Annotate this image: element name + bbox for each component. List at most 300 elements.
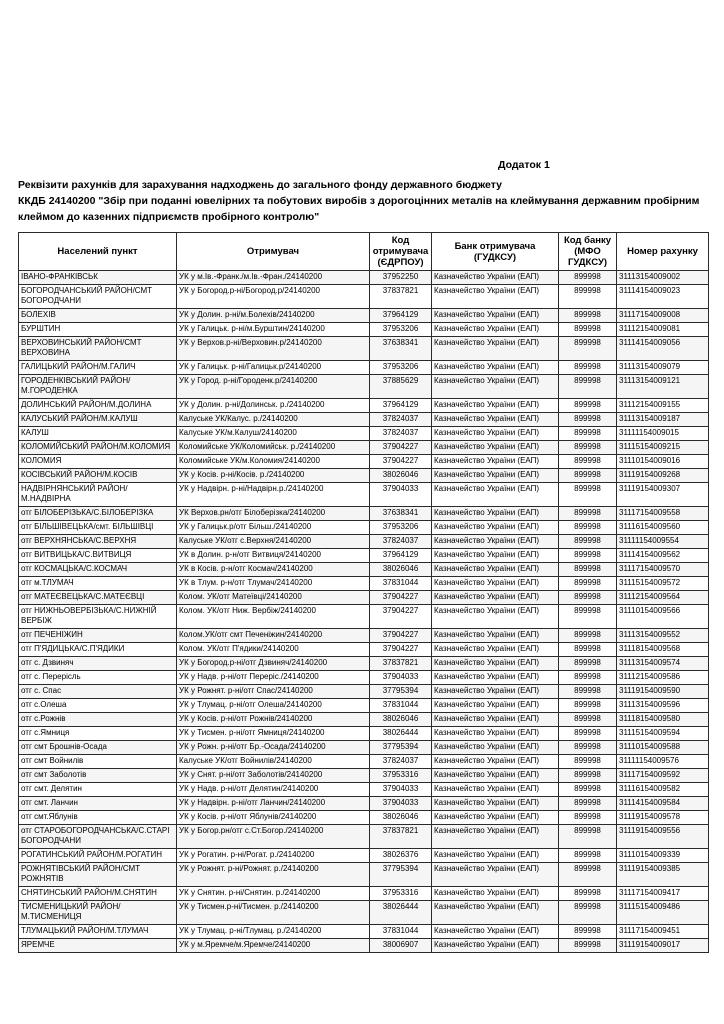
settlement-cell: НАДВІРНЯНСЬКИЙ РАЙОН/М.НАДВІРНА <box>19 483 177 507</box>
table-row <box>19 863 709 887</box>
recipient-cell: УК у Снят. р-ні/отг Заболотів/24140200 <box>177 769 370 783</box>
bank-cell: Казначейство України (ЕАП) <box>432 285 559 309</box>
edrpou-cell: 37824037 <box>370 413 432 427</box>
bank-cell: Казначейство України (ЕАП) <box>432 591 559 605</box>
account-cell: 31113154009002 <box>617 271 709 285</box>
recipient-cell: Колом. УК/отг Ниж. Вербіж/24140200 <box>177 605 370 629</box>
table-row <box>19 563 709 577</box>
table-row <box>19 375 709 399</box>
table-row <box>19 441 709 455</box>
mfo-cell: 899998 <box>559 337 617 361</box>
settlement-cell: отг СТАРОБОГОРОДЧАНСЬКА/С.СТАРІ БОГОРОДЧАНИ <box>19 825 177 849</box>
recipient-cell: Калуське УК/м.Калуш/24140200 <box>177 427 370 441</box>
settlement-cell: БОГОРОДЧАНСЬКИЙ РАЙОН/СМТ БОГОРОДЧАНИ <box>19 285 177 309</box>
recipient-cell: УК у Тлумац. р-ні/Тлумац. р./24140200 <box>177 925 370 939</box>
recipient-cell: УК у Тисмен. р-ні/отг Ямниця/24140200 <box>177 727 370 741</box>
recipient-cell: Калуське УК/Калус. р./24140200 <box>177 413 370 427</box>
edrpou-cell: 37795394 <box>370 863 432 887</box>
edrpou-cell: 37904227 <box>370 591 432 605</box>
account-cell: 31117154009570 <box>617 563 709 577</box>
bank-cell: Казначейство України (ЕАП) <box>432 783 559 797</box>
edrpou-cell: 37831044 <box>370 925 432 939</box>
edrpou-cell: 37638341 <box>370 337 432 361</box>
account-cell: 31119154009590 <box>617 685 709 699</box>
edrpou-cell: 37953316 <box>370 769 432 783</box>
settlement-cell: БОЛЕХІВ <box>19 309 177 323</box>
account-cell: 31119154009268 <box>617 469 709 483</box>
recipient-cell: УК у Долин. р-ні/м.Болехів/24140200 <box>177 309 370 323</box>
recipient-cell: УК у Надв. р-ні/отг Делятин/24140200 <box>177 783 370 797</box>
account-cell: 31117154009417 <box>617 887 709 901</box>
table-row <box>19 825 709 849</box>
edrpou-cell: 37837821 <box>370 825 432 849</box>
edrpou-cell: 37837821 <box>370 657 432 671</box>
edrpou-cell: 37904227 <box>370 629 432 643</box>
table-row <box>19 309 709 323</box>
settlement-cell: отг смт. Делятин <box>19 783 177 797</box>
bank-cell: Казначейство України (ЕАП) <box>432 549 559 563</box>
bank-cell: Казначейство України (ЕАП) <box>432 399 559 413</box>
account-cell: 31112154009155 <box>617 399 709 413</box>
settlement-cell: РОГАТИНСЬКИЙ РАЙОН/М.РОГАТИН <box>19 849 177 863</box>
bank-cell: Казначейство України (ЕАП) <box>432 483 559 507</box>
bank-cell: Казначейство України (ЕАП) <box>432 671 559 685</box>
table-row <box>19 887 709 901</box>
table-row <box>19 483 709 507</box>
bank-cell: Казначейство України (ЕАП) <box>432 469 559 483</box>
edrpou-cell: 37824037 <box>370 755 432 769</box>
mfo-cell: 899998 <box>559 521 617 535</box>
table-row <box>19 849 709 863</box>
recipient-cell: Калуське УК/отг с.Верхня/24140200 <box>177 535 370 549</box>
table-row <box>19 605 709 629</box>
settlement-cell: отг БІЛОБЕРІЗЬКА/С.БІЛОБЕРІЗКА <box>19 507 177 521</box>
account-cell: 31112154009081 <box>617 323 709 337</box>
account-cell: 31114154009562 <box>617 549 709 563</box>
account-cell: 31119154009017 <box>617 939 709 953</box>
mfo-cell: 899998 <box>559 887 617 901</box>
account-cell: 31111154009015 <box>617 427 709 441</box>
account-cell: 31111154009576 <box>617 755 709 769</box>
mfo-cell: 899998 <box>559 727 617 741</box>
edrpou-cell: 38026444 <box>370 901 432 925</box>
settlement-cell: отг с. Спас <box>19 685 177 699</box>
mfo-cell: 899998 <box>559 825 617 849</box>
account-cell: 31117154009592 <box>617 769 709 783</box>
mfo-column-header: Код банку (МФО ГУДКСУ) <box>559 233 617 271</box>
mfo-cell: 899998 <box>559 643 617 657</box>
table-row <box>19 469 709 483</box>
bank-cell: Казначейство України (ЕАП) <box>432 521 559 535</box>
table-row <box>19 685 709 699</box>
table-row <box>19 657 709 671</box>
edrpou-cell: 37953316 <box>370 887 432 901</box>
recipient-cell: УК у м.Яремче/м.Яремче/24140200 <box>177 939 370 953</box>
mfo-cell: 899998 <box>559 455 617 469</box>
bank-cell: Казначейство України (ЕАП) <box>432 643 559 657</box>
table-row <box>19 507 709 521</box>
table-row <box>19 399 709 413</box>
recipient-cell: Колом. УК/отг П'ядики/24140200 <box>177 643 370 657</box>
recipient-cell: УК у Надв. р-ні/отг Переріс./24140200 <box>177 671 370 685</box>
settlement-cell: ДОЛИНСЬКИЙ РАЙОН/М.ДОЛИНА <box>19 399 177 413</box>
bank-cell: Казначейство України (ЕАП) <box>432 413 559 427</box>
settlement-cell: отг м.ТЛУМАЧ <box>19 577 177 591</box>
mfo-cell: 899998 <box>559 713 617 727</box>
table-row <box>19 783 709 797</box>
account-cell: 31111154009554 <box>617 535 709 549</box>
accounts-table-body <box>19 271 709 953</box>
edrpou-cell: 37904033 <box>370 483 432 507</box>
settlement-cell: отг смт Войнилів <box>19 755 177 769</box>
account-column-header: Номер рахунку <box>617 233 709 271</box>
mfo-cell: 899998 <box>559 605 617 629</box>
edrpou-cell: 38026046 <box>370 713 432 727</box>
recipient-column-header: Отримувач <box>177 233 370 271</box>
account-cell: 31119154009578 <box>617 811 709 825</box>
recipient-cell: УК у Долин. р-ні/Долинськ. р./24140200 <box>177 399 370 413</box>
mfo-cell: 899998 <box>559 783 617 797</box>
mfo-cell: 899998 <box>559 441 617 455</box>
edrpou-cell: 37904033 <box>370 783 432 797</box>
settlement-cell: отг НИЖНЬОВЕРБІЗЬКА/С.НИЖНІЙ ВЕРБІЖ <box>19 605 177 629</box>
settlement-column-header: Населений пункт <box>19 233 177 271</box>
document-title: Реквізити рахунків для зарахування надходжень до загального фонду державного бюджету <box>18 179 502 191</box>
mfo-cell: 899998 <box>559 755 617 769</box>
table-row <box>19 629 709 643</box>
bank-cell: Казначейство України (ЕАП) <box>432 925 559 939</box>
recipient-cell: УК в Косів. р-н/отг Космач/24140200 <box>177 563 370 577</box>
edrpou-cell: 38026046 <box>370 469 432 483</box>
recipient-cell: УК у Богор.рн/отг с.Ст.Богор./24140200 <box>177 825 370 849</box>
mfo-cell: 899998 <box>559 323 617 337</box>
edrpou-cell: 37831044 <box>370 699 432 713</box>
account-cell: 31112154009564 <box>617 591 709 605</box>
account-cell: 31118154009568 <box>617 643 709 657</box>
mfo-cell: 899998 <box>559 427 617 441</box>
settlement-cell: ГОРОДЕНКІВСЬКИЙ РАЙОН/М.ГОРОДЕНКА <box>19 375 177 399</box>
settlement-cell: отг смт Заболотів <box>19 769 177 783</box>
recipient-cell: УК в Тлум. р-н/отг Тлумач/24140200 <box>177 577 370 591</box>
mfo-cell: 899998 <box>559 271 617 285</box>
mfo-cell: 899998 <box>559 797 617 811</box>
mfo-cell: 899998 <box>559 469 617 483</box>
settlement-cell: ВЕРХОВИНСЬКИЙ РАЙОН/СМТ ВЕРХОВИНА <box>19 337 177 361</box>
bank-cell: Казначейство України (ЕАП) <box>432 361 559 375</box>
edrpou-cell: 37831044 <box>370 577 432 591</box>
account-cell: 31118154009580 <box>617 713 709 727</box>
mfo-cell: 899998 <box>559 811 617 825</box>
mfo-cell: 899998 <box>559 925 617 939</box>
recipient-cell: УК у Тисмен.р-ні/Тисмен. р./24140200 <box>177 901 370 925</box>
edrpou-cell: 38026376 <box>370 849 432 863</box>
bank-cell: Казначейство України (ЕАП) <box>432 901 559 925</box>
settlement-cell: отг ВЕРХНЯНСЬКА/С.ВЕРХНЯ <box>19 535 177 549</box>
mfo-cell: 899998 <box>559 375 617 399</box>
bank-cell: Казначейство України (ЕАП) <box>432 577 559 591</box>
settlement-cell: СНЯТИНСЬКИЙ РАЙОН/М.СНЯТИН <box>19 887 177 901</box>
table-row <box>19 427 709 441</box>
settlement-cell: БУРШТИН <box>19 323 177 337</box>
recipient-cell: УК у Богород.р-ні/отг Дзвиняч/24140200 <box>177 657 370 671</box>
account-cell: 31112154009586 <box>617 671 709 685</box>
recipient-cell: Колом.УК/отг смт Печеніжин/24140200 <box>177 629 370 643</box>
settlement-cell: отг с. Перерісль <box>19 671 177 685</box>
account-cell: 31119154009307 <box>617 483 709 507</box>
mfo-cell: 899998 <box>559 685 617 699</box>
edrpou-cell: 38026444 <box>370 727 432 741</box>
bank-cell: Казначейство України (ЕАП) <box>432 811 559 825</box>
recipient-cell: УК у Тлумац. р-ні/отг Олеша/24140200 <box>177 699 370 713</box>
account-cell: 31113154009596 <box>617 699 709 713</box>
table-row <box>19 901 709 925</box>
edrpou-cell: 37964129 <box>370 399 432 413</box>
settlement-cell: КОЛОМИЯ <box>19 455 177 469</box>
account-cell: 31113154009079 <box>617 361 709 375</box>
edrpou-column-header: Код отримувача (ЄДРПОУ) <box>370 233 432 271</box>
edrpou-cell: 37953206 <box>370 323 432 337</box>
recipient-cell: УК у Галицьк. р-ні/Галицьк.р/24140200 <box>177 361 370 375</box>
recipient-cell: УК у Надвірн. р-ні/Надвірн.р./24140200 <box>177 483 370 507</box>
settlement-cell: отг с.Ямниця <box>19 727 177 741</box>
bank-cell: Казначейство України (ЕАП) <box>432 427 559 441</box>
bank-cell: Казначейство України (ЕАП) <box>432 727 559 741</box>
edrpou-cell: 37795394 <box>370 685 432 699</box>
account-cell: 31115154009215 <box>617 441 709 455</box>
settlement-cell: ТЛУМАЦЬКИЙ РАЙОН/М.ТЛУМАЧ <box>19 925 177 939</box>
appendix-label: Додаток 1 <box>498 159 550 171</box>
edrpou-cell: 37964129 <box>370 549 432 563</box>
recipient-cell: УК у Рогатин. р-ні/Рогат. р./24140200 <box>177 849 370 863</box>
mfo-cell: 899998 <box>559 413 617 427</box>
recipient-cell: УК у Косів. р-ні/отг Рожнів/24140200 <box>177 713 370 727</box>
mfo-cell: 899998 <box>559 657 617 671</box>
settlement-cell: отг КОСМАЦЬКА/С.КОСМАЧ <box>19 563 177 577</box>
account-cell: 31116154009560 <box>617 521 709 535</box>
settlement-cell: отг БІЛЬШІВЕЦЬКА/смт. БІЛЬШІВЦІ <box>19 521 177 535</box>
settlement-cell: отг П'ЯДИЦЬКА/С.П'ЯДИКИ <box>19 643 177 657</box>
bank-cell: Казначейство України (ЕАП) <box>432 323 559 337</box>
mfo-cell: 899998 <box>559 849 617 863</box>
table-row <box>19 577 709 591</box>
table-row <box>19 323 709 337</box>
settlement-cell: ЯРЕМЧЕ <box>19 939 177 953</box>
settlement-cell: ГАЛИЦЬКИЙ РАЙОН/М.ГАЛИЧ <box>19 361 177 375</box>
table-row <box>19 699 709 713</box>
recipient-cell: УК у м.Ів.-Франк./м.Ів.-Фран./24140200 <box>177 271 370 285</box>
settlement-cell: отг смт.Яблунів <box>19 811 177 825</box>
recipient-cell: УК у Косів. р-ні/отг Яблунів/24140200 <box>177 811 370 825</box>
bank-cell: Казначейство України (ЕАП) <box>432 309 559 323</box>
recipient-cell: УК у Косів. р-ні/Косів. р./24140200 <box>177 469 370 483</box>
recipient-cell: УК у Богород.р-ні/Богород.р/24140200 <box>177 285 370 309</box>
mfo-cell: 899998 <box>559 769 617 783</box>
account-cell: 31110154009339 <box>617 849 709 863</box>
table-row <box>19 643 709 657</box>
document-subtitle: ККДБ 24140200 "Збір при поданні ювелірних та побутових виробів з дорогоцінних металів на клеймування державним пробірним клеймом до казенних підприємств пробірного контролю" <box>18 195 700 223</box>
bank-cell: Казначейство України (ЕАП) <box>432 507 559 521</box>
table-row <box>19 455 709 469</box>
table-row <box>19 925 709 939</box>
recipient-cell: УК у Верхов.р-ні/Верховин.р/24140200 <box>177 337 370 361</box>
edrpou-cell: 37824037 <box>370 427 432 441</box>
bank-cell: Казначейство України (ЕАП) <box>432 887 559 901</box>
table-row <box>19 811 709 825</box>
recipient-cell: УК в Долин. р-н/отг Витвиця/24140200 <box>177 549 370 563</box>
table-row <box>19 361 709 375</box>
table-row <box>19 727 709 741</box>
account-cell: 31115154009594 <box>617 727 709 741</box>
bank-cell: Казначейство України (ЕАП) <box>432 797 559 811</box>
settlement-cell: КАЛУСЬКИЙ РАЙОН/М.КАЛУШ <box>19 413 177 427</box>
bank-cell: Казначейство України (ЕАП) <box>432 629 559 643</box>
mfo-cell: 899998 <box>559 361 617 375</box>
mfo-cell: 899998 <box>559 285 617 309</box>
settlement-cell: ІВАНО-ФРАНКІВСЬК <box>19 271 177 285</box>
bank-cell: Казначейство України (ЕАП) <box>432 741 559 755</box>
edrpou-cell: 38026046 <box>370 811 432 825</box>
settlement-cell: отг с. Дзвиняч <box>19 657 177 671</box>
mfo-cell: 899998 <box>559 535 617 549</box>
edrpou-cell: 37904227 <box>370 605 432 629</box>
mfo-cell: 899998 <box>559 591 617 605</box>
settlement-cell: отг смт. Ланчин <box>19 797 177 811</box>
recipient-cell: УК у Надвірн. р-ні/отг Ланчин/24140200 <box>177 797 370 811</box>
table-row <box>19 671 709 685</box>
settlement-cell: ТИСМЕНИЦЬКИЙ РАЙОН/М.ТИСМЕНИЦЯ <box>19 901 177 925</box>
edrpou-cell: 37795394 <box>370 741 432 755</box>
bank-cell: Казначейство України (ЕАП) <box>432 375 559 399</box>
recipient-cell: Колом. УК/отг Матеївці/24140200 <box>177 591 370 605</box>
account-cell: 31113154009187 <box>617 413 709 427</box>
settlement-cell: отг с.Олеша <box>19 699 177 713</box>
account-cell: 31110154009566 <box>617 605 709 629</box>
account-cell: 31114154009584 <box>617 797 709 811</box>
account-cell: 31113154009121 <box>617 375 709 399</box>
settlement-cell: КОЛОМИЙСЬКИЙ РАЙОН/М.КОЛОМИЯ <box>19 441 177 455</box>
mfo-cell: 899998 <box>559 399 617 413</box>
bank-cell: Казначейство України (ЕАП) <box>432 455 559 469</box>
mfo-cell: 899998 <box>559 699 617 713</box>
accounts-table <box>18 232 709 953</box>
table-row <box>19 939 709 953</box>
account-cell: 31119154009385 <box>617 863 709 887</box>
edrpou-cell: 38006907 <box>370 939 432 953</box>
mfo-cell: 899998 <box>559 741 617 755</box>
bank-cell: Казначейство України (ЕАП) <box>432 863 559 887</box>
table-row <box>19 755 709 769</box>
recipient-cell: Коломийське УК/м.Коломия/24140200 <box>177 455 370 469</box>
recipient-cell: УК у Галицьк.р/отг Більш./24140200 <box>177 521 370 535</box>
recipient-cell: УК у Рожнят. р-ні/отг Спас/24140200 <box>177 685 370 699</box>
bank-cell: Казначейство України (ЕАП) <box>432 699 559 713</box>
account-cell: 31113154009574 <box>617 657 709 671</box>
edrpou-cell: 37904033 <box>370 671 432 685</box>
settlement-cell: КАЛУШ <box>19 427 177 441</box>
account-cell: 31116154009582 <box>617 783 709 797</box>
bank-cell: Казначейство України (ЕАП) <box>432 271 559 285</box>
table-row <box>19 337 709 361</box>
table-row <box>19 285 709 309</box>
edrpou-cell: 37904227 <box>370 643 432 657</box>
settlement-cell: РОЖНЯТІВСЬКИЙ РАЙОН/СМТ РОЖНЯТІВ <box>19 863 177 887</box>
bank-cell: Казначейство України (ЕАП) <box>432 939 559 953</box>
recipient-cell: УК у Рожн. р-ні/отг Бр.-Осада/24140200 <box>177 741 370 755</box>
edrpou-cell: 37953206 <box>370 521 432 535</box>
edrpou-cell: 37904227 <box>370 455 432 469</box>
edrpou-cell: 38026046 <box>370 563 432 577</box>
recipient-cell: УК у Город. р-ні/Городенк.р/24140200 <box>177 375 370 399</box>
edrpou-cell: 37837821 <box>370 285 432 309</box>
edrpou-cell: 37904227 <box>370 441 432 455</box>
edrpou-cell: 37904033 <box>370 797 432 811</box>
account-cell: 31115154009486 <box>617 901 709 925</box>
table-row <box>19 413 709 427</box>
bank-cell: Казначейство України (ЕАП) <box>432 441 559 455</box>
account-cell: 31114154009056 <box>617 337 709 361</box>
account-cell: 31117154009008 <box>617 309 709 323</box>
recipient-cell: УК у Снятин. р-ні/Снятин. р./24140200 <box>177 887 370 901</box>
account-cell: 31113154009552 <box>617 629 709 643</box>
edrpou-cell: 37824037 <box>370 535 432 549</box>
mfo-cell: 899998 <box>559 577 617 591</box>
table-row <box>19 535 709 549</box>
account-cell: 31115154009572 <box>617 577 709 591</box>
mfo-cell: 899998 <box>559 863 617 887</box>
account-cell: 31117154009451 <box>617 925 709 939</box>
account-cell: 31110154009016 <box>617 455 709 469</box>
account-cell: 31110154009588 <box>617 741 709 755</box>
bank-cell: Казначейство України (ЕАП) <box>432 825 559 849</box>
settlement-cell: КОСІВСЬКИЙ РАЙОН/М.КОСІВ <box>19 469 177 483</box>
table-header-row <box>19 233 709 271</box>
table-row <box>19 521 709 535</box>
recipient-cell: УК у Галицьк. р-ні/м.Бурштин/24140200 <box>177 323 370 337</box>
settlement-cell: отг с.Рожнів <box>19 713 177 727</box>
table-row <box>19 741 709 755</box>
table-row <box>19 713 709 727</box>
edrpou-cell: 37638341 <box>370 507 432 521</box>
edrpou-cell: 37952250 <box>370 271 432 285</box>
table-row <box>19 549 709 563</box>
account-cell: 31114154009023 <box>617 285 709 309</box>
mfo-cell: 899998 <box>559 671 617 685</box>
bank-cell: Казначейство України (ЕАП) <box>432 755 559 769</box>
account-cell: 31117154009558 <box>617 507 709 521</box>
mfo-cell: 899998 <box>559 901 617 925</box>
mfo-cell: 899998 <box>559 563 617 577</box>
bank-cell: Казначейство України (ЕАП) <box>432 535 559 549</box>
table-row <box>19 271 709 285</box>
mfo-cell: 899998 <box>559 549 617 563</box>
table-row <box>19 591 709 605</box>
table-row <box>19 797 709 811</box>
bank-cell: Казначейство України (ЕАП) <box>432 713 559 727</box>
settlement-cell: отг смт Брошнів-Осада <box>19 741 177 755</box>
edrpou-cell: 37885629 <box>370 375 432 399</box>
edrpou-cell: 37964129 <box>370 309 432 323</box>
edrpou-cell: 37953206 <box>370 361 432 375</box>
mfo-cell: 899998 <box>559 507 617 521</box>
mfo-cell: 899998 <box>559 309 617 323</box>
settlement-cell: отг МАТЕЄВЕЦЬКА/С.МАТЕЄВЦІ <box>19 591 177 605</box>
table-row <box>19 769 709 783</box>
bank-cell: Казначейство України (ЕАП) <box>432 657 559 671</box>
bank-cell: Казначейство України (ЕАП) <box>432 605 559 629</box>
bank-cell: Казначейство України (ЕАП) <box>432 685 559 699</box>
account-cell: 31119154009556 <box>617 825 709 849</box>
recipient-cell: УК Верхов.рн/отг Білоберізка/24140200 <box>177 507 370 521</box>
